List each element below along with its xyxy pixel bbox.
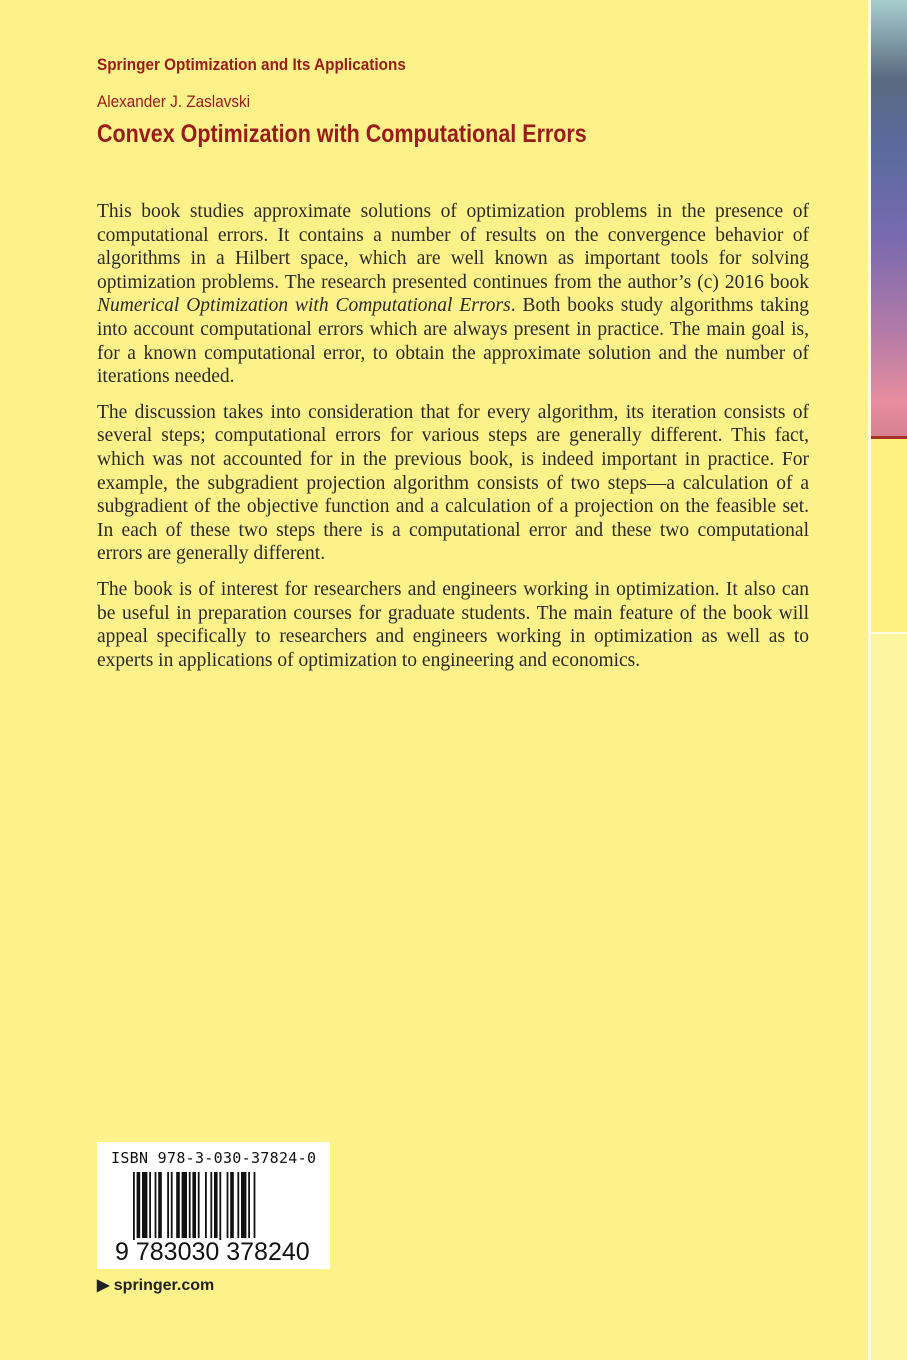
- triangle-right-icon: ▶: [97, 1277, 110, 1294]
- isbn-text: ISBN 978-3-030-37824-0: [111, 1149, 317, 1167]
- barcode-digit-first: 9: [115, 1238, 129, 1266]
- paragraph-text: This book studies approximate solutions of optimization problems in the presence of computational errors. It contains a number of results on the convergence behavior of algorithms in a Hilbert space, which are well known as important tools for solving optimization problems. The research presented continues from the author’s (c) 2016 book: [97, 201, 809, 293]
- barcode-bar: [254, 1172, 256, 1244]
- barcode-bar: [182, 1172, 187, 1244]
- isbn-barcode-box: [97, 1142, 330, 1269]
- author-name: Alexander J. Zaslavski: [97, 92, 251, 111]
- barcode-bar: [237, 1172, 239, 1244]
- barcode-bar: [227, 1172, 229, 1244]
- barcode-bar: [230, 1172, 234, 1244]
- barcode-bar: [219, 1172, 221, 1244]
- barcode-bar: [248, 1172, 250, 1244]
- barcode-digits: [115, 1240, 310, 1264]
- blurb-paragraph-1: [97, 200, 809, 389]
- barcode-bar: [198, 1172, 200, 1244]
- barcode-bar: [158, 1172, 162, 1244]
- barcode-bar: [210, 1172, 212, 1244]
- barcode: [133, 1172, 303, 1244]
- spine-gradient: [871, 0, 907, 436]
- barcode-bar: [149, 1172, 151, 1244]
- publisher-link[interactable]: [97, 1275, 214, 1295]
- blurb-paragraph-3: The book is of interest for researchers and engineers working in optimization. It also can be useful in preparation courses for graduate students. The main feature of the book will appeal specifically to researchers and engineers working in optimization as well as to experts in applications of optimization to engineering and economics.: [97, 578, 809, 671]
- barcode-digits-right: 378240: [226, 1238, 310, 1266]
- barcode-bar: [171, 1172, 173, 1244]
- barcode-bar: [192, 1172, 196, 1244]
- spine-strip: [871, 0, 907, 1360]
- barcode-bar: [137, 1172, 141, 1244]
- blurb: [97, 200, 809, 684]
- book-title: Convex Optimization with Computational Errors: [97, 120, 587, 148]
- paragraph-text: . Both books study algorithms taking into account computational errors which are always present in practice. The main goal is, for a known computational error, to obtain the approximate solution and the number of iterations needed.: [97, 295, 810, 388]
- series-name: Springer Optimization and Its Applications: [97, 55, 406, 74]
- barcode-bar: [133, 1172, 135, 1244]
- barcode-bar: [155, 1172, 157, 1244]
- barcode-bar: [167, 1172, 169, 1244]
- barcode-bar: [142, 1172, 147, 1244]
- barcode-bar: [189, 1172, 191, 1244]
- barcode-bar: [214, 1172, 218, 1244]
- barcode-digits-left: 783030: [135, 1238, 220, 1266]
- barcode-bar: [176, 1172, 180, 1244]
- spine-divider: [871, 632, 907, 634]
- blurb-paragraph-2: The discussion takes into consideration that for every algorithm, its iteration consists of several steps; computational errors for various steps are generally different. This fact, which was not accounted for in the previous book, is indeed important in practice. For example, the subgradient projection algorithm consists of two steps—a calculation of a subgradient of the objective function and a calculation of a projection on the feasible set. In each of these two steps there is a computational error and these two computational errors are generally different.: [97, 401, 809, 565]
- barcode-bar: [205, 1172, 207, 1244]
- spine-yellow-band: [871, 439, 907, 632]
- publisher-link-text: springer.com: [113, 1277, 215, 1294]
- barcode-bar: [241, 1172, 246, 1244]
- cited-book-title: Numerical Optimization with Computational Errors: [97, 295, 511, 317]
